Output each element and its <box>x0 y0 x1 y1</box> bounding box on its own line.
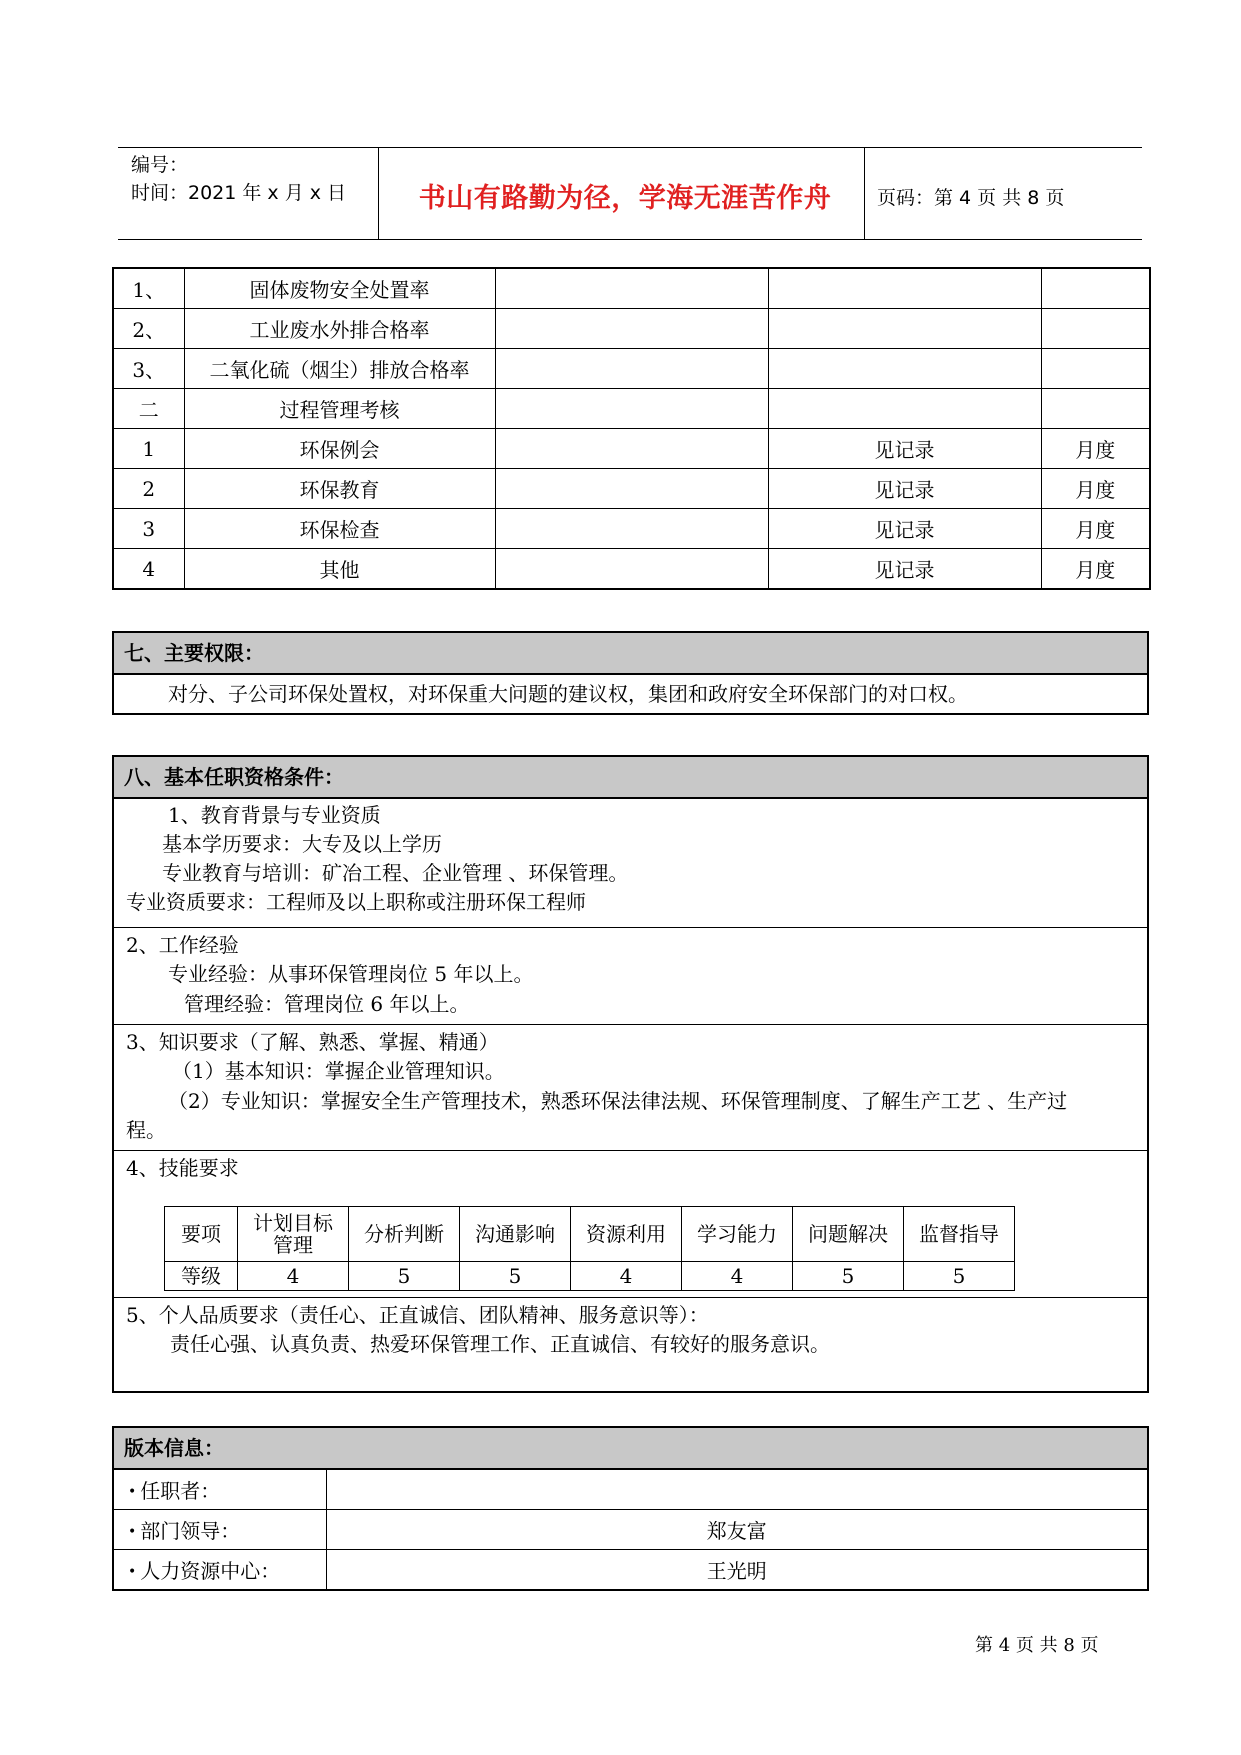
version-label-cell <box>114 1550 326 1590</box>
knowledge-professional-2: 程。 <box>126 1118 166 1142</box>
assessment-cell-c5: 月度 <box>1041 509 1150 549</box>
assessment-cell-c3 <box>495 309 768 349</box>
assessment-cell-item: 其他 <box>184 549 495 590</box>
authority-title: 七、主要权限： <box>114 633 1147 675</box>
assessment-cell-item: 环保检查 <box>184 509 495 549</box>
assessment-cell-no: 二 <box>113 389 184 429</box>
experience-heading: 2、工作经验 <box>126 933 239 957</box>
table-row <box>113 309 1150 349</box>
assessment-cell-item: 二氧化硫（烟尘）排放合格率 <box>184 349 495 389</box>
education-degree: 基本学历要求：大专及以上学历 <box>162 832 442 856</box>
assessment-cell-no: 2、 <box>113 309 184 349</box>
assessment-cell-c5: 月度 <box>1041 469 1150 509</box>
skill-name-cell <box>349 1207 460 1262</box>
skill-name-cell <box>682 1207 793 1262</box>
assessment-cell-no: 1 <box>113 429 184 469</box>
assessment-cell-c4: 见记录 <box>768 509 1041 549</box>
assessment-cell-c3 <box>495 509 768 549</box>
skill-level-cell: 4 <box>238 1262 349 1291</box>
header-divider-2 <box>864 147 865 239</box>
version-row <box>114 1470 1147 1510</box>
assessment-cell-item: 过程管理考核 <box>184 389 495 429</box>
version-label: 人力资源中心： <box>140 1559 281 1583</box>
table-row <box>113 469 1150 509</box>
skill-name-cell <box>460 1207 571 1262</box>
personal-block <box>114 1298 1147 1391</box>
skill-name-line1: 计划目标 <box>253 1211 333 1235</box>
skill-name-line1: 学习能力 <box>697 1222 777 1246</box>
skill-name-line1: 分析判断 <box>364 1222 444 1246</box>
version-value: 郑友富 <box>326 1510 1147 1550</box>
table-row <box>113 389 1150 429</box>
personal-heading: 5、个人品质要求（责任心、正直诚信、团队精神、服务意识等）： <box>126 1303 709 1327</box>
table-row <box>113 429 1150 469</box>
skill-level-cell: 5 <box>793 1262 904 1291</box>
education-training: 专业教育与培训：矿冶工程、企业管理 、环保管理。 <box>162 861 629 885</box>
assessment-cell-c4: 见记录 <box>768 549 1041 590</box>
qualifications-title: 八、基本任职资格条件： <box>114 757 1147 799</box>
qualifications-section <box>112 755 1149 1393</box>
skills-item-row <box>165 1207 1015 1262</box>
version-value: 王光明 <box>326 1550 1147 1590</box>
skills-level-row <box>165 1262 1015 1291</box>
education-certificate: 专业资质要求：工程师及以上职称或注册环保工程师 <box>126 890 586 914</box>
skill-name-line1: 监督指导 <box>919 1222 999 1246</box>
doc-number-label: 编号： <box>131 154 189 176</box>
skill-name-cell <box>571 1207 682 1262</box>
assessment-cell-c4: 见记录 <box>768 469 1041 509</box>
version-label-cell <box>114 1470 326 1510</box>
skill-name-cell <box>904 1207 1015 1262</box>
header-top-rule <box>118 147 1142 148</box>
assessment-cell-c4 <box>768 349 1041 389</box>
table-row <box>113 349 1150 389</box>
skill-name-cell <box>238 1207 349 1262</box>
doc-time-label: 时间：2021 年 x 月 x 日 <box>131 182 347 204</box>
version-section <box>112 1426 1149 1591</box>
assessment-cell-item: 固体废物安全处置率 <box>184 268 495 309</box>
skills-block <box>114 1151 1147 1298</box>
bullet-icon: • <box>128 1484 137 1500</box>
version-table <box>114 1470 1147 1589</box>
knowledge-block <box>114 1025 1147 1151</box>
authority-text: 对分、子公司环保处置权，对环保重大问题的建议权，集团和政府安全环保部门的对口权。 <box>168 682 968 706</box>
assessment-cell-c4 <box>768 268 1041 309</box>
assessment-cell-c4 <box>768 309 1041 349</box>
assessment-cell-c4: 见记录 <box>768 429 1041 469</box>
assessment-cell-no: 2 <box>113 469 184 509</box>
skill-level-cell: 5 <box>904 1262 1015 1291</box>
footer-page-number: 第 4 页 共 8 页 <box>975 1635 1099 1656</box>
skill-name-line1: 资源利用 <box>586 1222 666 1246</box>
assessment-cell-c5 <box>1041 389 1150 429</box>
knowledge-professional-1: （2）专业知识：掌握安全生产管理技术，熟悉环保法律法规、环保管理制度、了解生产工艺 、生产过 <box>168 1089 1068 1113</box>
education-heading: 1、教育背景与专业资质 <box>168 803 381 827</box>
skills-level-label: 等级 <box>165 1262 238 1291</box>
version-label-cell <box>114 1510 326 1550</box>
skill-level-cell: 5 <box>349 1262 460 1291</box>
version-value <box>326 1470 1147 1510</box>
authority-section <box>112 631 1149 715</box>
assessment-cell-c3 <box>495 349 768 389</box>
table-row <box>113 509 1150 549</box>
assessment-cell-item: 工业废水外排合格率 <box>184 309 495 349</box>
experience-management: 管理经验：管理岗位 6 年以上。 <box>184 992 470 1016</box>
skill-level-cell: 5 <box>460 1262 571 1291</box>
assessment-cell-no: 3、 <box>113 349 184 389</box>
assessment-cell-c5 <box>1041 309 1150 349</box>
assessment-cell-no: 1、 <box>113 268 184 309</box>
assessment-table <box>112 267 1151 590</box>
education-block <box>114 799 1147 928</box>
assessment-cell-c3 <box>495 389 768 429</box>
personal-text: 责任心强、认真负责、热爱环保管理工作、正直诚信、有较好的服务意识。 <box>170 1332 830 1356</box>
assessment-cell-c3 <box>495 469 768 509</box>
assessment-cell-c3 <box>495 429 768 469</box>
version-label: 部门领导： <box>140 1519 241 1543</box>
version-label: 任职者： <box>140 1479 221 1503</box>
version-row <box>114 1510 1147 1550</box>
page-number-label: 页码：第 4 页 共 8 页 <box>877 187 1065 209</box>
assessment-cell-item: 环保教育 <box>184 469 495 509</box>
skill-level-cell: 4 <box>682 1262 793 1291</box>
skill-level-cell: 4 <box>571 1262 682 1291</box>
assessment-cell-c5: 月度 <box>1041 429 1150 469</box>
assessment-cell-no: 3 <box>113 509 184 549</box>
version-title: 版本信息： <box>114 1428 1147 1470</box>
header-motto: 书山有路勤为径，学海无涯苦作舟 <box>418 183 832 214</box>
skill-name-line2: 管理 <box>273 1233 313 1257</box>
skills-item-label: 要项 <box>165 1207 238 1262</box>
assessment-cell-item: 环保例会 <box>184 429 495 469</box>
assessment-cell-c4 <box>768 389 1041 429</box>
header-bottom-rule <box>118 239 1142 240</box>
experience-block <box>114 928 1147 1025</box>
skills-table <box>164 1206 1015 1291</box>
assessment-cell-no: 4 <box>113 549 184 590</box>
bullet-icon: • <box>128 1524 137 1540</box>
knowledge-heading: 3、知识要求（了解、熟悉、掌握、精通） <box>126 1030 499 1054</box>
skills-heading: 4、技能要求 <box>126 1156 239 1180</box>
assessment-cell-c3 <box>495 268 768 309</box>
knowledge-basic: （1）基本知识：掌握企业管理知识。 <box>172 1059 505 1083</box>
skill-name-line1: 问题解决 <box>808 1222 888 1246</box>
bullet-icon: • <box>128 1564 137 1580</box>
version-row <box>114 1550 1147 1590</box>
skill-name-line1: 沟通影响 <box>475 1222 555 1246</box>
assessment-cell-c5: 月度 <box>1041 549 1150 590</box>
assessment-cell-c5 <box>1041 268 1150 309</box>
assessment-cell-c5 <box>1041 349 1150 389</box>
table-row <box>113 268 1150 309</box>
table-row <box>113 549 1150 590</box>
experience-professional: 专业经验：从事环保管理岗位 5 年以上。 <box>168 962 534 986</box>
skill-name-cell <box>793 1207 904 1262</box>
header-divider-1 <box>378 147 379 239</box>
assessment-cell-c3 <box>495 549 768 590</box>
